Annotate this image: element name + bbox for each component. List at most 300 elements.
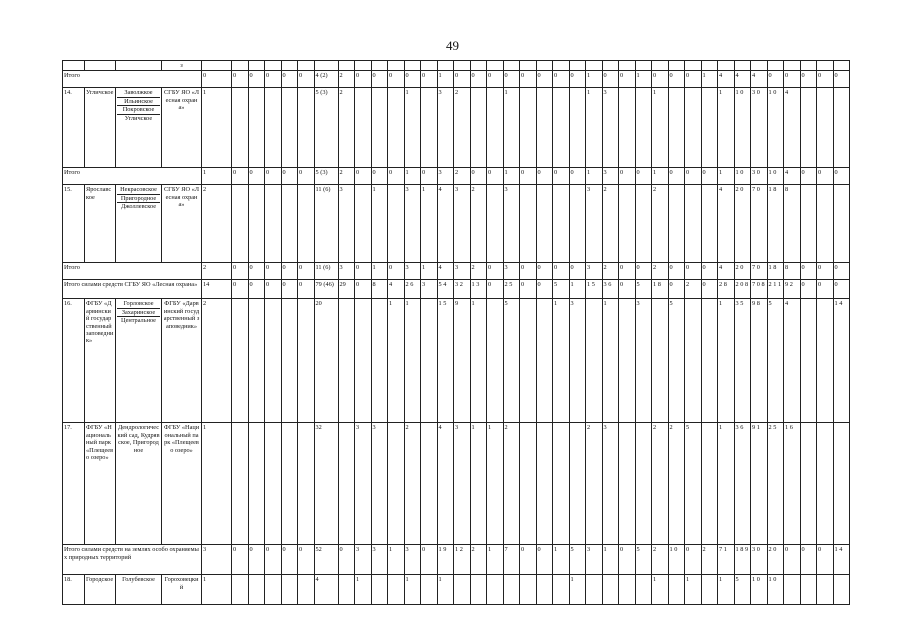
cell-value (635, 575, 652, 605)
cell-org: Гороховецкий (162, 575, 202, 605)
cell-value (298, 88, 315, 168)
cell-value: 1 (685, 575, 702, 605)
cell-value: 32 (314, 423, 338, 545)
cell-value (701, 88, 718, 168)
subtotal-label: Итого (63, 168, 202, 185)
cell-value: 1 (569, 575, 586, 605)
cell-value: 0 (298, 280, 315, 299)
cell-value (553, 575, 570, 605)
cell-value: 4 (314, 575, 338, 605)
cell-value: 0 (338, 545, 355, 575)
cell-value: 3 (371, 545, 388, 575)
cell-org: СГБУ ЯО «Лесная охрана» (162, 88, 202, 168)
cell-value: 1 (470, 423, 487, 545)
cell-value (652, 299, 669, 423)
cell-villages (116, 299, 162, 423)
cell-value: 0 (371, 168, 388, 185)
cell-value: 2 0 8 (734, 280, 751, 299)
cell-value (338, 299, 355, 423)
cell-value: 29 (338, 280, 355, 299)
cell-value (619, 88, 636, 168)
cell-value (668, 61, 685, 71)
cell-value: 0 (685, 71, 702, 88)
cell-district: Угличское (85, 88, 116, 168)
cell-value: 1 (718, 168, 735, 185)
cell-value: 1 (635, 71, 652, 88)
cell-value: 5 (668, 299, 685, 423)
row-number: 15. (63, 185, 85, 263)
cell-value: 1 8 9 (734, 545, 751, 575)
cell-value: 79 (46) (314, 280, 338, 299)
cell-value: 0 (652, 71, 669, 88)
cell-value: 1 (421, 185, 438, 263)
cell-value (298, 575, 315, 605)
cell-value: 0 (520, 168, 537, 185)
cell-value: 2 (470, 545, 487, 575)
cell-value (248, 423, 265, 545)
cell-value: 0 (701, 280, 718, 299)
cell-value: 1 (652, 88, 669, 168)
cell-value: 0 (536, 263, 553, 280)
cell-value (265, 185, 282, 263)
cell-value (281, 185, 298, 263)
villages-list (117, 576, 160, 583)
cell-value: 8 (784, 263, 801, 280)
cell-value (487, 88, 504, 168)
cell-value: 3 (404, 545, 421, 575)
cell-value: 2 (602, 185, 619, 263)
cell-value (454, 61, 471, 71)
cell-value: 3 0 (751, 545, 768, 575)
cell-value: 2 8 (718, 280, 735, 299)
cell-value: 2 (503, 423, 520, 545)
cell-value: 2 (652, 423, 669, 545)
cell-value: 1 0 (767, 168, 784, 185)
cell-value: 2 (202, 263, 232, 280)
cell-value (232, 185, 249, 263)
cell-value (685, 185, 702, 263)
cell-value: 3 (602, 88, 619, 168)
cell-value: 1 (202, 168, 232, 185)
cell-value: 4 (2) (314, 71, 338, 88)
cell-value (619, 423, 636, 545)
cell-value (520, 423, 537, 545)
cell-value: 0 (265, 280, 282, 299)
table-row-top (63, 61, 850, 71)
table-row-subtotal (63, 71, 850, 88)
cell-value: 0 (388, 263, 405, 280)
cell-value: 0 (784, 545, 801, 575)
cell-value: 0 (833, 280, 850, 299)
cell-value (652, 61, 669, 71)
cell-value: 0 (619, 280, 636, 299)
cell-value: 0 (668, 71, 685, 88)
cell-value: 0 (202, 71, 232, 88)
cell-value (338, 575, 355, 605)
cell-value (668, 185, 685, 263)
cell-value: 0 (685, 168, 702, 185)
cell-value: 1 0 (767, 88, 784, 168)
cell-org: з (162, 61, 202, 71)
cell-value (388, 423, 405, 545)
cell-value: 5 (635, 280, 652, 299)
cell-value (817, 61, 834, 71)
cell-value (298, 61, 315, 71)
cell-value: 2 1 1 (767, 280, 784, 299)
cell-value: 2 (668, 423, 685, 545)
cell-value: 0 (265, 71, 282, 88)
cell-value: 2 (454, 88, 471, 168)
cell-value (281, 61, 298, 71)
cell-value (388, 185, 405, 263)
cell-value (248, 299, 265, 423)
cell-value: 2 (701, 545, 718, 575)
table-row-entry (63, 575, 850, 605)
statistics-table (62, 60, 850, 605)
cell-value: 1 (553, 545, 570, 575)
cell-value (371, 299, 388, 423)
cell-value: 0 (265, 263, 282, 280)
cell-value: 5 (3) (314, 168, 338, 185)
village-name: Голубевское (122, 576, 155, 584)
cell-value: 5 (767, 299, 784, 423)
cell-value: 0 (487, 71, 504, 88)
cell-value: 0 (487, 168, 504, 185)
cell-value (800, 185, 817, 263)
cell-value: 0 (248, 71, 265, 88)
cell-value: 1 2 (454, 545, 471, 575)
cell-value: 2 5 (767, 423, 784, 545)
cell-value: 4 (784, 168, 801, 185)
cell-value: 0 (536, 545, 553, 575)
cell-value: 1 (421, 263, 438, 280)
cell-value: 0 (569, 168, 586, 185)
cell-value: 1 (718, 88, 735, 168)
cell-value (388, 88, 405, 168)
cell-value: 0 (281, 280, 298, 299)
cell-value (454, 575, 471, 605)
cell-value (371, 88, 388, 168)
cell-value: 3 (635, 299, 652, 423)
cell-value: 1 (718, 299, 735, 423)
cell-value: 0 (569, 263, 586, 280)
villages-list (117, 424, 160, 454)
cell-value (602, 61, 619, 71)
cell-value: 2 (202, 299, 232, 423)
cell-value (404, 61, 421, 71)
cell-value: 3 (202, 545, 232, 575)
cell-value (701, 575, 718, 605)
cell-value (833, 88, 850, 168)
cell-value: 0 (520, 280, 537, 299)
table-row-subtotal (63, 263, 850, 280)
cell-value: 0 (701, 263, 718, 280)
cell-value: 4 (734, 71, 751, 88)
cell-value (298, 423, 315, 545)
village-name: Ильинское (117, 97, 160, 105)
cell-value: 0 (470, 168, 487, 185)
cell-villages (116, 575, 162, 605)
subtotal-label: Итого (63, 263, 202, 280)
village-name: Пригородное (117, 194, 160, 202)
cell-value: 0 (817, 263, 834, 280)
cell-value: 0 (800, 168, 817, 185)
row-number: 16. (63, 299, 85, 423)
village-name: Захаринское (117, 308, 160, 316)
cell-value: 0 (800, 280, 817, 299)
cell-value: 1 0 (734, 168, 751, 185)
cell-value: 5 (734, 575, 751, 605)
cell-value: 0 (281, 545, 298, 575)
cell-value: 2 (470, 263, 487, 280)
cell-value (619, 185, 636, 263)
cell-value: 0 (281, 71, 298, 88)
cell-value: 3 (503, 185, 520, 263)
cell-value: 5 4 (437, 280, 454, 299)
cell-value: 3 (586, 545, 603, 575)
cell-district: ФГБУ «Дарвинский государственный заповедник» (85, 299, 116, 423)
cell-value (298, 185, 315, 263)
cell-value (701, 185, 718, 263)
cell-value (232, 423, 249, 545)
cell-value: 2 (602, 263, 619, 280)
cell-value (470, 88, 487, 168)
cell-value: 4 (388, 280, 405, 299)
cell-value (685, 61, 702, 71)
cell-value: 1 (487, 545, 504, 575)
cell-value: 0 (503, 71, 520, 88)
cell-value: 1 (503, 88, 520, 168)
cell-value (833, 575, 850, 605)
cell-value (817, 88, 834, 168)
village-name: Некрасовское (117, 186, 160, 194)
cell-value (536, 88, 553, 168)
cell-value (265, 88, 282, 168)
cell-value: 1 0 (734, 88, 751, 168)
cell-value: 0 (355, 263, 372, 280)
cell-value: 1 (602, 299, 619, 423)
cell-value: 2 (202, 185, 232, 263)
cell-value: 2 (652, 185, 669, 263)
cell-value: 0 (668, 168, 685, 185)
cell-value: 0 (619, 545, 636, 575)
table-row-grand-total (63, 280, 850, 299)
cell-value: 3 (586, 185, 603, 263)
cell-value: 3 (355, 423, 372, 545)
cell-value: 3 6 (602, 280, 619, 299)
villages-list (117, 186, 160, 210)
cell-value (767, 61, 784, 71)
cell-value (586, 575, 603, 605)
cell-value: 3 5 (734, 299, 751, 423)
cell-value: 5 (3) (314, 88, 338, 168)
cell-value (487, 61, 504, 71)
cell-value: 0 (298, 263, 315, 280)
cell-value (536, 61, 553, 71)
cell-value (635, 61, 652, 71)
cell-value: 3 0 (751, 168, 768, 185)
cell-value: 2 (652, 263, 669, 280)
row-number: 17. (63, 423, 85, 545)
cell-value (520, 88, 537, 168)
cell-value: 0 (355, 168, 372, 185)
cell-value: 1 (404, 575, 421, 605)
cell-value: 1 4 (833, 545, 850, 575)
cell-value (553, 185, 570, 263)
cell-value: 1 (602, 545, 619, 575)
cell-value (421, 61, 438, 71)
cell-value: 8 (784, 185, 801, 263)
cell-value (685, 299, 702, 423)
cell-value (833, 185, 850, 263)
cell-value (553, 61, 570, 71)
cell-villages (116, 61, 162, 71)
village-name: Джоллевское (120, 203, 157, 211)
cell-value: 3 (355, 545, 372, 575)
cell-value (751, 61, 768, 71)
cell-value: 3 (437, 88, 454, 168)
cell-value (553, 423, 570, 545)
cell-value (232, 575, 249, 605)
cell-value: 2 (404, 423, 421, 545)
cell-value: 0 (767, 71, 784, 88)
cell-value: 3 (437, 168, 454, 185)
cell-value (536, 299, 553, 423)
cell-value (668, 88, 685, 168)
cell-value: 1 (586, 88, 603, 168)
cell-value (800, 61, 817, 71)
cell-value (421, 88, 438, 168)
cell-value (421, 423, 438, 545)
cell-value: 0 (232, 545, 249, 575)
cell-value: 1 (718, 423, 735, 545)
cell-value: 3 6 (734, 423, 751, 545)
cell-value (833, 423, 850, 545)
cell-value (487, 185, 504, 263)
cell-value (281, 299, 298, 423)
cell-value (232, 299, 249, 423)
cell-value (248, 185, 265, 263)
cell-value: 4 (751, 71, 768, 88)
cell-value (817, 185, 834, 263)
cell-value: 0 (355, 280, 372, 299)
cell-value: 0 (817, 280, 834, 299)
cell-value: 0 (569, 71, 586, 88)
cell-value: 1 (404, 88, 421, 168)
cell-value: 1 3 (470, 280, 487, 299)
cell-value: 2 (338, 71, 355, 88)
table-row-entry (63, 423, 850, 545)
village-name: Покровское (117, 106, 160, 114)
cell-value (817, 299, 834, 423)
cell-value: 1 0 (767, 575, 784, 605)
cell-value: 2 (586, 423, 603, 545)
cell-value: 0 (421, 71, 438, 88)
cell-value: 3 (602, 423, 619, 545)
cell-value (635, 185, 652, 263)
cell-value (520, 185, 537, 263)
cell-value (338, 61, 355, 71)
cell-value: 1 (202, 575, 232, 605)
cell-value: 3 (338, 185, 355, 263)
cell-value: 1 6 (784, 423, 801, 545)
cell-value: 0 (635, 263, 652, 280)
cell-value: 9 2 (784, 280, 801, 299)
cell-value: 1 (202, 423, 232, 545)
cell-value: 4 (718, 71, 735, 88)
cell-value: 7 (503, 545, 520, 575)
subtotal-label: Итого (63, 71, 202, 88)
cell-district: ФГБУ «Национальный парк «Плещеево озеро» (85, 423, 116, 545)
cell-district (85, 61, 116, 71)
cell-value: 1 (404, 168, 421, 185)
cell-value (586, 61, 603, 71)
cell-value (421, 575, 438, 605)
cell-value: 0 (281, 263, 298, 280)
cell-value (248, 575, 265, 605)
cell-value: 8 (371, 280, 388, 299)
cell-value: 11 (6) (314, 185, 338, 263)
cell-value (635, 88, 652, 168)
cell-value (388, 575, 405, 605)
cell-value: 0 (817, 71, 834, 88)
cell-value: 0 (248, 280, 265, 299)
cell-value: 7 1 (718, 545, 735, 575)
cell-value: 3 (454, 185, 471, 263)
cell-value: 52 (314, 545, 338, 575)
cell-value: 0 (833, 71, 850, 88)
cell-value (569, 61, 586, 71)
table-row-entry (63, 299, 850, 423)
cell-value: 1 5 (437, 299, 454, 423)
cell-value: 0 (800, 263, 817, 280)
cell-value (281, 88, 298, 168)
cell-value (536, 575, 553, 605)
cell-value: 0 (619, 71, 636, 88)
table-row-entry (63, 185, 850, 263)
cell-value: 0 (298, 168, 315, 185)
cell-value (800, 88, 817, 168)
village-name: Центральное (121, 317, 156, 325)
cell-value: 3 2 (454, 280, 471, 299)
cell-value: 7 0 (751, 185, 768, 263)
cell-value (355, 185, 372, 263)
cell-value: 0 (470, 71, 487, 88)
cell-value: 0 (371, 71, 388, 88)
cell-value (569, 88, 586, 168)
cell-value: 5 (569, 545, 586, 575)
cell-value (668, 575, 685, 605)
cell-value: 0 (232, 280, 249, 299)
cell-value: 5 (553, 280, 570, 299)
cell-value (281, 423, 298, 545)
cell-value (520, 299, 537, 423)
cell-value (248, 61, 265, 71)
cell-value: 5 (503, 299, 520, 423)
cell-value: 0 (404, 71, 421, 88)
cell-org: ФГБУ «Национальный парк «Плещеево озеро» (162, 423, 202, 545)
row-number: 14. (63, 88, 85, 168)
cell-value: 1 (652, 575, 669, 605)
cell-value: 2 (338, 168, 355, 185)
cell-value: 0 (536, 71, 553, 88)
cell-value: 0 (800, 545, 817, 575)
cell-value (265, 575, 282, 605)
cell-value: 0 (298, 545, 315, 575)
cell-value: 0 (685, 545, 702, 575)
cell-value: 20 (314, 299, 338, 423)
cell-value: 1 (586, 168, 603, 185)
